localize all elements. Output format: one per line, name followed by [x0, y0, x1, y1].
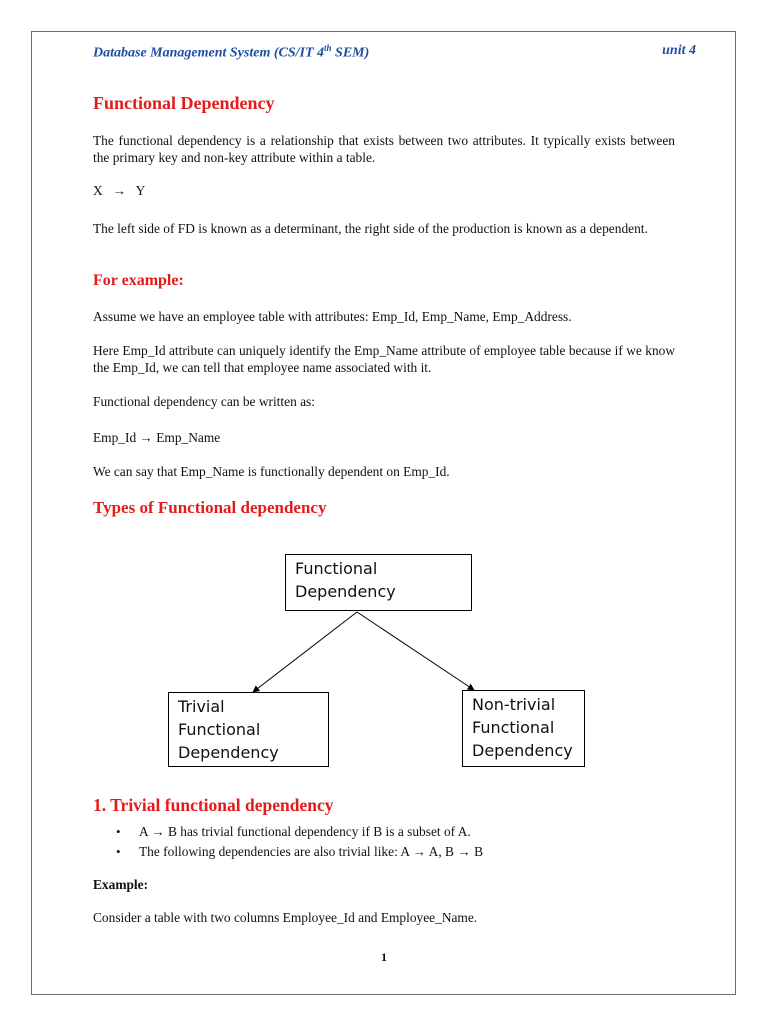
trivial-bullet-list [93, 822, 673, 862]
header-unit: unit 4 [662, 43, 696, 58]
section-title-types: Types of Functional dependency [93, 498, 327, 517]
diagram-left-line-3: Dependency [178, 743, 279, 762]
example-label: Example: [93, 877, 149, 892]
fd-notation: X → Y [93, 183, 146, 198]
section-title-trivial: 1. Trivial functional dependency [93, 795, 334, 815]
paragraph-example-2: Here Emp_Id attribute can uniquely identify the Emp_Name attribute of employee table because if we know the Emp_Id, we can tell that employee name associated with it. [93, 343, 675, 375]
diagram-root-line-2: Dependency [295, 582, 396, 601]
diagram-box-functional-dependency [285, 554, 472, 611]
diagram-left-line-2: Functional [178, 720, 261, 739]
diagram-right-line-1: Non-trivial [472, 695, 556, 714]
arrow-to-non-trivial [357, 612, 474, 690]
list-item: • The following dependencies are also trivial like: A → A, B → B [93, 842, 673, 862]
diagram-box-trivial [168, 692, 329, 767]
paragraph-example-5: We can say that Emp_Name is functionally dependent on Emp_Id. [93, 464, 450, 479]
diagram-box-non-trivial [462, 690, 585, 767]
section-title-functional-dependency: Functional Dependency [93, 93, 275, 113]
paragraph-fd-definition: The functional dependency is a relationship that exists between two attributes. It typically exists between the primary key and non-key attribute within a table. [93, 133, 675, 165]
arrow-to-trivial [253, 612, 357, 692]
diagram-root-line-1: Functional [295, 559, 378, 578]
paragraph-final: Consider a table with two columns Employee_Id and Employee_Name. [93, 910, 478, 925]
paragraph-example-3: Functional dependency can be written as: [93, 394, 315, 409]
paragraph-determinant: The left side of FD is known as a determinant, the right side of the production is known as a dependent. [93, 221, 648, 236]
page-number: 1 [381, 950, 387, 964]
diagram-right-line-2: Functional [472, 718, 555, 737]
section-title-for-example: For example: [93, 272, 184, 289]
diagram-right-line-3: Dependency [472, 741, 573, 760]
list-item: • A → B has trivial functional dependency if B is a subset of A. [93, 822, 673, 842]
paragraph-example-1: Assume we have an employee table with attributes: Emp_Id, Emp_Name, Emp_Address. [93, 309, 572, 324]
fd-example-notation: Emp_Id → Emp_Name [93, 430, 221, 445]
diagram-left-line-1: Trivial [178, 697, 225, 716]
header-title: Database Management System (CS/IT 4th SEM) [93, 43, 370, 61]
